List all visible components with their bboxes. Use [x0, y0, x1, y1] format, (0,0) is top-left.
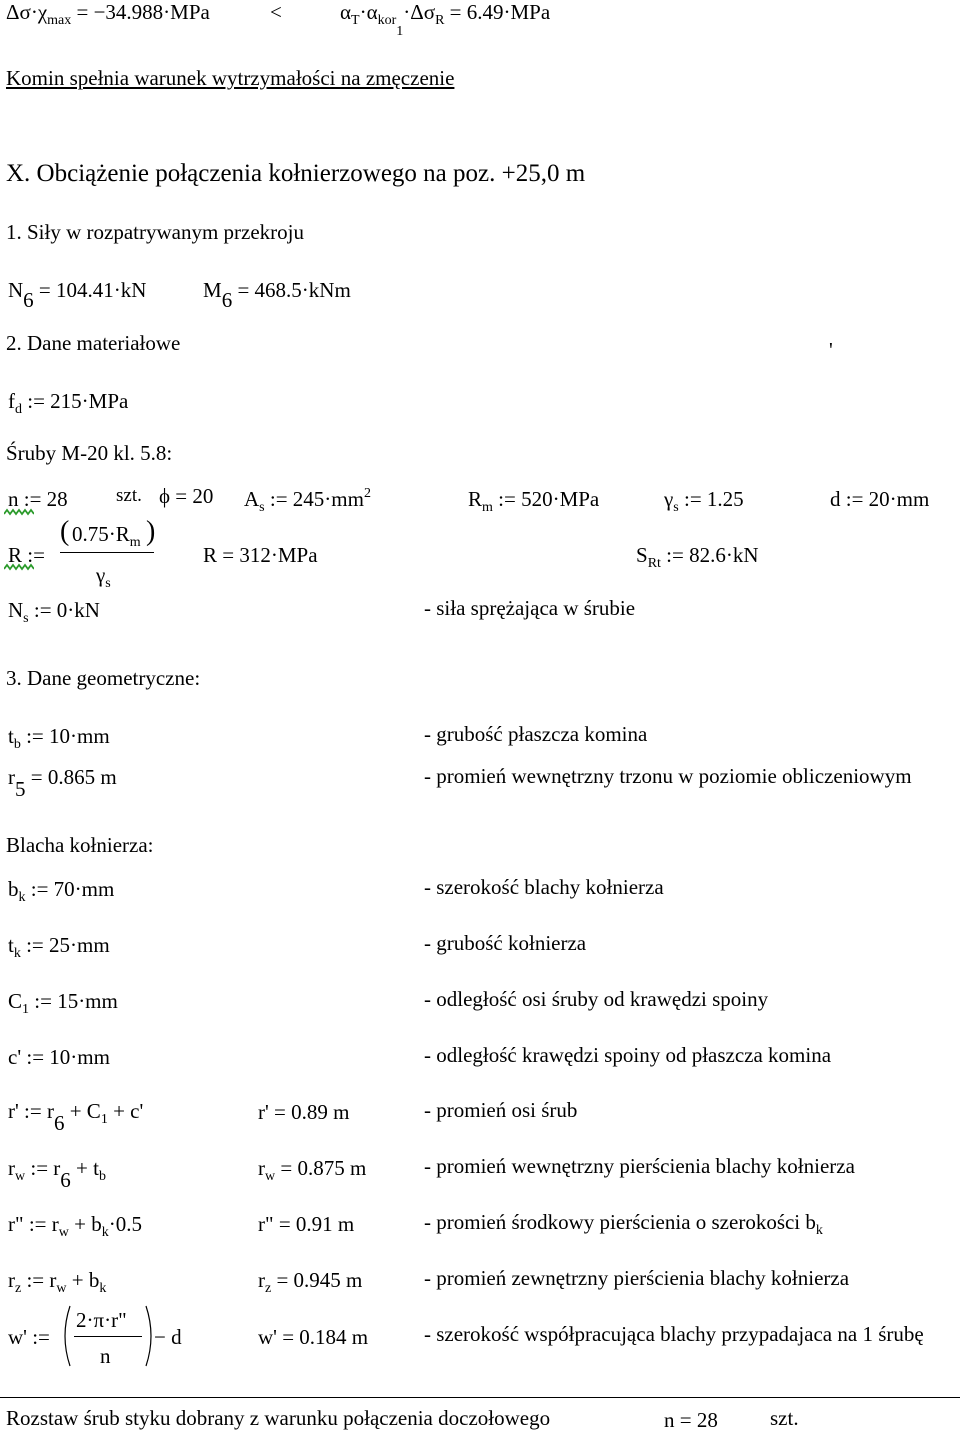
error-squiggle-r — [4, 563, 34, 571]
pcs-unit: szt. — [116, 485, 142, 506]
def-sub2: w — [56, 1281, 67, 1296]
ns-sub: s — [23, 611, 29, 626]
tk-symbol: t — [8, 933, 14, 957]
ns-value: := 0·kN — [28, 598, 100, 622]
bolt-axis-radius-desc: - promień osi śrub — [424, 1098, 578, 1122]
def-sub3: b — [98, 1169, 106, 1184]
stray-apostrophe: ' — [829, 338, 833, 362]
alpha-kor: ·α — [359, 0, 378, 24]
ring-inner-radius-desc: - promień wewnętrzny pierścienia blachy kołnierza — [424, 1154, 855, 1178]
footer-divider — [0, 1397, 960, 1398]
shell-thickness-desc: - grubość płaszcza komina — [424, 722, 648, 746]
bending-moment — [203, 278, 351, 312]
res-sub: w — [265, 1169, 276, 1184]
def-rest2: + t — [70, 1156, 99, 1180]
effective-width-minus-d: − d — [154, 1325, 182, 1349]
bolt-resistance-value: R = 312·MPa — [203, 543, 318, 567]
def-rest: + C — [64, 1099, 101, 1123]
flange-width-desc: - szerokość blachy kołnierza — [424, 875, 664, 899]
ring-inner-radius-def — [8, 1156, 106, 1192]
def-sub: w — [15, 1169, 26, 1184]
effective-width-desc: - szerokość współpracująca blachy przypadajaca na 1 śrubę — [424, 1322, 924, 1346]
ring-mid-radius-result: r" = 0.91 m — [258, 1212, 355, 1236]
m-sub: 6 — [221, 288, 233, 312]
s-value: := 82.6·kN — [660, 543, 759, 567]
bolts-spec: Śruby M-20 kl. 5.8: — [6, 441, 173, 465]
m-symbol: M — [203, 278, 222, 302]
weld-offset — [8, 1047, 110, 1068]
fd-value: := 215·MPa — [22, 389, 129, 413]
def-text: r' := r — [8, 1099, 54, 1123]
numerator-text: 0.75·R — [72, 522, 130, 546]
def-rest: := r — [21, 1268, 57, 1292]
flange-thickness-desc: - grubość kołnierza — [424, 931, 587, 955]
flange-width — [8, 877, 115, 905]
footer-pcs: szt. — [770, 1406, 799, 1430]
r5-value: = 0.865 m — [25, 765, 117, 789]
gamma-value: := 1.25 — [678, 487, 744, 511]
fatigue-limit — [340, 0, 551, 39]
shell-thickness — [8, 724, 110, 752]
footer-bolt-count: n = 28 — [664, 1408, 718, 1432]
inner-radius-desc: - promień wewnętrzny trzonu w poziomie obliczeniowym — [424, 764, 912, 788]
prestress-force — [8, 598, 100, 626]
axial-force — [8, 278, 147, 312]
bk-value: := 70·mm — [25, 877, 115, 901]
bolt-count: n := 28 — [8, 487, 68, 511]
bolt-axis-radius-result: r' = 0.89 m — [258, 1100, 350, 1124]
bk-sub: k — [18, 890, 26, 905]
def-rest: := r — [25, 1156, 61, 1180]
tensile-strength — [468, 487, 600, 515]
less-than-operator: < — [270, 0, 282, 24]
lhs-value: = −34.988·MPa — [71, 0, 210, 24]
c-prime-symbol: c' — [8, 1045, 22, 1069]
effective-width-lhs: w' := — [8, 1325, 50, 1349]
flange-thickness — [8, 933, 110, 961]
tb-sub: b — [13, 737, 21, 752]
alpha-kor-sub: kor — [377, 13, 397, 28]
c1-value: := 15·mm — [29, 989, 118, 1013]
fraction-numerator — [72, 522, 141, 550]
alpha-t: α — [340, 0, 352, 24]
bolt-diameter: d := 20·mm — [830, 487, 930, 511]
as-sub: s — [259, 500, 265, 515]
bolt-diameter-phi: ϕ = 20 — [159, 484, 214, 508]
subsection-materials: 2. Dane materiałowe — [6, 331, 181, 355]
rm-sub: m — [482, 500, 493, 515]
paren-left: ( — [60, 516, 70, 547]
bolt-edge-distance-desc: - odległość osi śruby od krawędzi spoiny — [424, 987, 769, 1011]
ring-outer-radius-result — [258, 1268, 363, 1296]
n-symbol: N — [8, 278, 24, 302]
bolt-edge-distance — [8, 989, 118, 1017]
stress-range-check — [6, 0, 210, 28]
alpha-kor-index: 1 — [396, 24, 404, 39]
prestress-desc: - siła sprężająca w śrubie — [424, 596, 636, 620]
bolt-resistance-lhs: R := — [8, 543, 45, 567]
res-rest: = 0.945 m — [271, 1268, 363, 1292]
def-text: r — [8, 1268, 15, 1292]
tk-value: := 25·mm — [20, 933, 110, 957]
fd-sub: d — [15, 402, 22, 417]
fatigue-limit-value: = 6.49·MPa — [444, 0, 551, 24]
fd-symbol: f — [8, 389, 15, 413]
c1-sub: 1 — [22, 1002, 30, 1017]
flange-title: Blacha kołnierza: — [6, 833, 154, 857]
ring-outer-radius-def — [8, 1268, 107, 1296]
res-sub: z — [265, 1281, 272, 1296]
subsection-forces: 1. Siły w rozpatrywanym przekroju — [6, 220, 305, 244]
conclusion-text: Komin spełnia warunek wytrzymałości na zmęczenie — [6, 66, 455, 90]
bolt-axis-radius-def — [8, 1099, 144, 1135]
footer-text: Rozstaw śrub styku dobrany z warunku połączenia doczołowego — [6, 1406, 551, 1430]
def-sub3: k — [99, 1281, 107, 1296]
gamma-symbol: γ — [664, 487, 674, 511]
def-sub: 6 — [53, 1111, 65, 1135]
tensile-capacity — [636, 543, 759, 571]
r5-symbol: r — [8, 765, 15, 789]
as-sup: 2 — [363, 486, 371, 501]
m-value: = 468.5·kNm — [232, 278, 351, 302]
effective-width-denominator: n — [100, 1344, 111, 1368]
res-text: r — [258, 1268, 265, 1292]
delta-sigma-r-sub: R — [435, 13, 445, 28]
denominator-text: γ — [96, 563, 106, 587]
lhs-sub: max — [47, 13, 72, 28]
def-text: r — [8, 1156, 15, 1180]
def-sub2: 1 — [100, 1112, 108, 1127]
bk-symbol: b — [8, 877, 19, 901]
desc-sub: k — [815, 1223, 823, 1238]
delta-sigma-r: ·Δσ — [403, 0, 436, 24]
fraction-bar — [60, 552, 154, 553]
ns-symbol: N — [8, 598, 24, 622]
lhs-symbol: Δσ·χ — [6, 0, 48, 24]
design-strength — [8, 389, 129, 417]
denominator-sub: s — [105, 576, 111, 591]
ring-inner-radius-result — [258, 1156, 367, 1184]
inner-radius — [8, 765, 117, 801]
def-rest2: + c' — [107, 1099, 144, 1123]
desc-text: - promień środkowy pierścienia o szerokości b — [424, 1210, 816, 1234]
effective-width-numerator: 2·π·r" — [76, 1308, 127, 1332]
rm-symbol: R — [468, 487, 483, 511]
s-sub: Rt — [647, 556, 661, 571]
n-sub: 6 — [23, 288, 34, 312]
ring-mid-radius-def — [8, 1212, 142, 1240]
tb-symbol: t — [8, 724, 14, 748]
paren-right: ) — [146, 516, 156, 547]
numerator-sub: m — [129, 535, 141, 550]
r5-sub: 5 — [15, 777, 26, 801]
n-value: = 104.41·kN — [33, 278, 147, 302]
def-sub: z — [15, 1281, 22, 1296]
def-rest: + b — [68, 1212, 102, 1236]
c1-symbol: C — [8, 989, 23, 1013]
c-prime-value: := 10·mm — [21, 1045, 110, 1069]
def-rest2: ·0.5 — [108, 1212, 142, 1236]
tb-value: := 10·mm — [20, 724, 110, 748]
rm-value: := 520·MPa — [492, 487, 600, 511]
gamma-sub: s — [673, 500, 679, 515]
safety-factor — [664, 487, 744, 515]
weld-offset-desc: - odległość krawędzi spoiny od płaszcza komina — [424, 1043, 832, 1067]
def-sub: w — [58, 1225, 69, 1240]
ring-mid-radius-desc — [424, 1210, 823, 1238]
fraction-denominator — [96, 563, 111, 591]
subsection-geometry: 3. Dane geometryczne: — [6, 666, 201, 690]
alpha-t-sub: T — [351, 13, 360, 28]
def-rest2: + b — [66, 1268, 100, 1292]
ring-outer-radius-desc: - promień zewnętrzny pierścienia blachy kołnierza — [424, 1266, 850, 1290]
effective-width-result: w' = 0.184 m — [258, 1325, 369, 1349]
effective-width-bar — [74, 1336, 142, 1337]
bolt-area — [244, 486, 371, 515]
error-squiggle-n — [4, 508, 34, 516]
tk-sub: k — [13, 946, 21, 961]
as-value: := 245·mm — [264, 487, 364, 511]
def-sub2: 6 — [60, 1168, 71, 1192]
res-rest: = 0.875 m — [275, 1156, 367, 1180]
s-symbol: S — [636, 543, 648, 567]
def-text: r" := r — [8, 1212, 59, 1236]
as-symbol: A — [244, 487, 260, 511]
def-sub2: k — [101, 1225, 109, 1240]
res-text: r — [258, 1156, 265, 1180]
section-title: X. Obciążenie połączenia kołnierzowego na poz. +25,0 m — [6, 160, 586, 187]
